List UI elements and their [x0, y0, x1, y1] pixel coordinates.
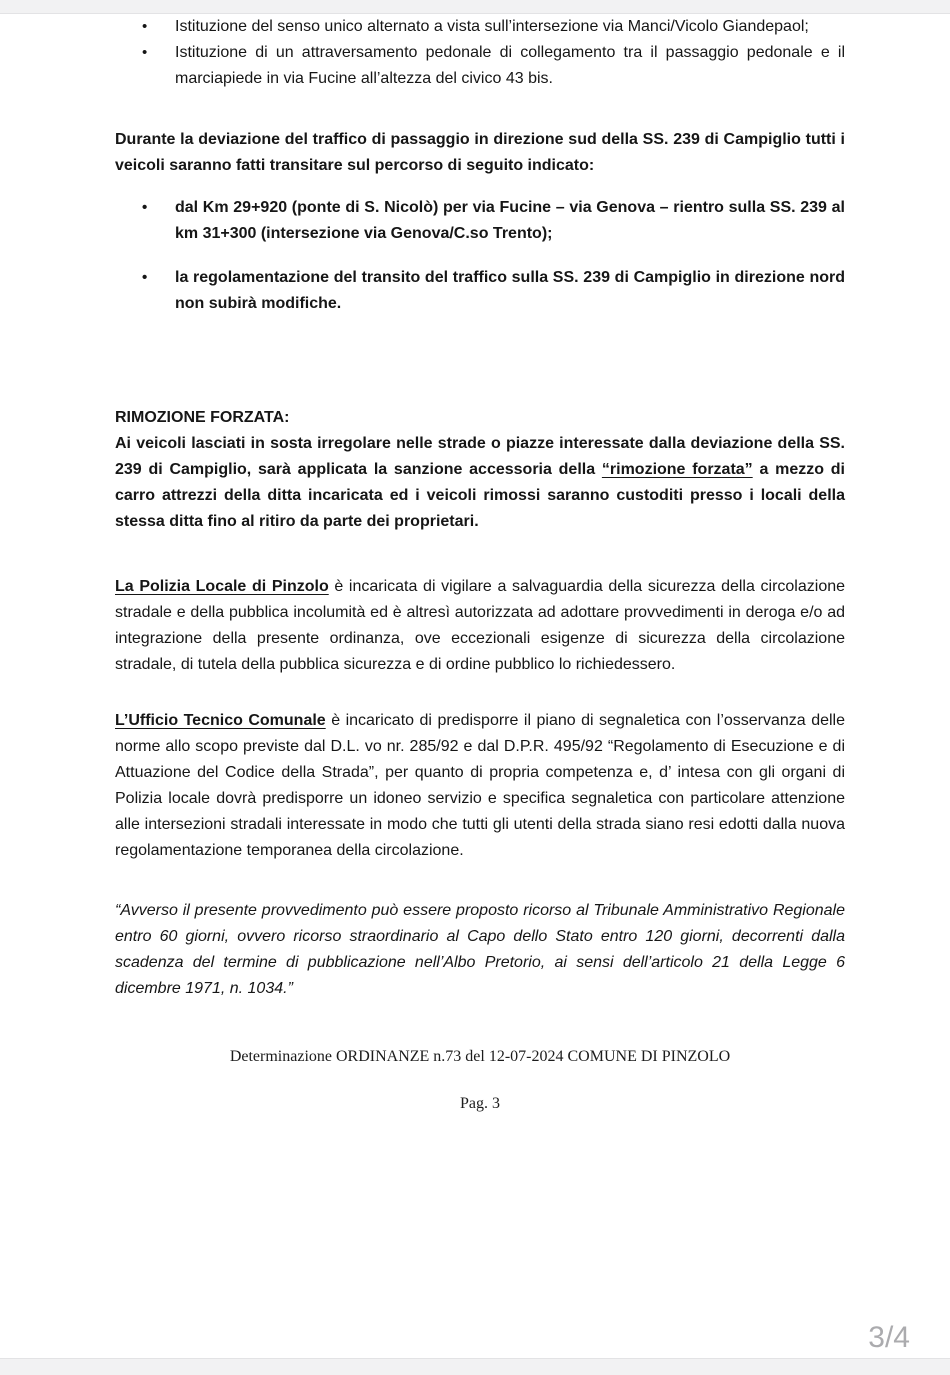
document-page	[0, 14, 950, 1358]
rimozione-text-before: Ai veicoli lasciati in sosta irregolare nelle strade o piazze interessate dalla deviazione della SS. 239 di Campiglio, sarà applicata la sanzione accessoria della	[115, 435, 845, 478]
ufficio-lead: L’Ufficio Tecnico Comunale	[115, 712, 326, 729]
rimozione-heading: RIMOZIONE FORZATA:	[115, 409, 290, 426]
bullet-icon: •	[142, 18, 148, 35]
page-number-label: Pag. 3	[460, 1095, 500, 1112]
rimozione-text-after: a mezzo di carro attrezzi della ditta incaricata ed i veicoli rimossi saranno custoditi presso i locali della stessa ditta fino al ritiro da parte dei proprietari.	[115, 461, 846, 530]
document-footer: Determinazione ORDINANZE n.73 del 12-07-2024 COMUNE DI PINZOLO	[229, 1048, 731, 1065]
diversion-heading: Durante la deviazione del traffico di passaggio in direzione sud della SS. 239 di Campiglio tutti i veicoli saranno fatti transitare sul percorso di seguito indicato:	[115, 131, 845, 174]
list-item	[115, 195, 845, 247]
ufficio-rest: è incaricato di predisporre il piano di segnaletica con l’osservanza delle norme allo scopo previste dal D.L. vo nr. 285/92 e dal D.P.R. 495/92 “Regolamento di Esecuzione e di Attuazione del Codice della Strada”, per quanto di propria competenza e, d’ intesa con gli organi di Polizia locale dovrà predisporre un idoneo servizio e specifica segnaletica con particolare attenzione alle intersezioni stradali interessate in modo che tutti gli utenti della strada siano resi edotti dalla nuova regolamentazione temporanea della circolazione.	[115, 712, 845, 859]
list-item-text: Istituzione di un attraversamento pedonale di collegamento tra il passaggio pedonale e il marciapiede in via Fucine all’altezza del civico 43 bis.	[175, 44, 845, 87]
bullet-icon: •	[142, 199, 148, 216]
page-indicator: 3/4	[868, 1321, 910, 1354]
rimozione-text-underlined: “rimozione forzata”	[601, 461, 753, 478]
list-item-text: dal Km 29+920 (ponte di S. Nicolò) per via Fucine – via Genova – rientro sulla SS. 239 al km 31+300 (intersezione via Genova/C.so Trento);	[175, 199, 845, 242]
viewer-gutter-bottom	[0, 1358, 950, 1375]
polizia-lead: La Polizia Locale di Pinzolo	[115, 578, 329, 595]
rimozione-paragraph	[115, 431, 845, 535]
bullet-icon: •	[142, 269, 148, 286]
list-item	[115, 265, 845, 317]
viewer-gutter-top	[0, 0, 950, 14]
diversion-bullet-list	[115, 195, 845, 317]
appeal-paragraph: “Avverso il presente provvedimento può essere proposto ricorso al Tribunale Amministrativo Regionale entro 60 giorni, ovvero ricorso straordinario al Capo dello Stato entro 120 giorni, decorrenti dalla scadenza del termine di pubblicazione nell’Albo Pretorio, ai sensi dell’articolo 21 della Legge 6 dicembre 1971, n. 1034.”	[115, 902, 845, 997]
list-item	[115, 40, 845, 92]
bullet-icon: •	[142, 44, 148, 61]
list-item	[115, 14, 845, 40]
polizia-paragraph	[115, 574, 845, 678]
intro-bullet-list	[115, 14, 845, 92]
list-item-text: Istituzione del senso unico alternato a vista sull’intersezione via Manci/Vicolo Giandepaol;	[175, 18, 809, 35]
list-item-text: la regolamentazione del transito del traffico sulla SS. 239 di Campiglio in direzione nord non subirà modifiche.	[175, 269, 845, 312]
ufficio-paragraph	[115, 708, 845, 864]
polizia-rest: è incaricata di vigilare a salvaguardia della sicurezza della circolazione stradale e della pubblica incolumità ed è altresì autorizzata ad adottare provvedimenti in deroga e/o ad integrazione della presente ordinanza, ove eccezionali esigenze di sicurezza della circolazione stradale, di tutela della pubblica sicurezza e di ordine pubblico lo richiedessero.	[115, 578, 846, 673]
rimozione-section	[115, 405, 845, 535]
